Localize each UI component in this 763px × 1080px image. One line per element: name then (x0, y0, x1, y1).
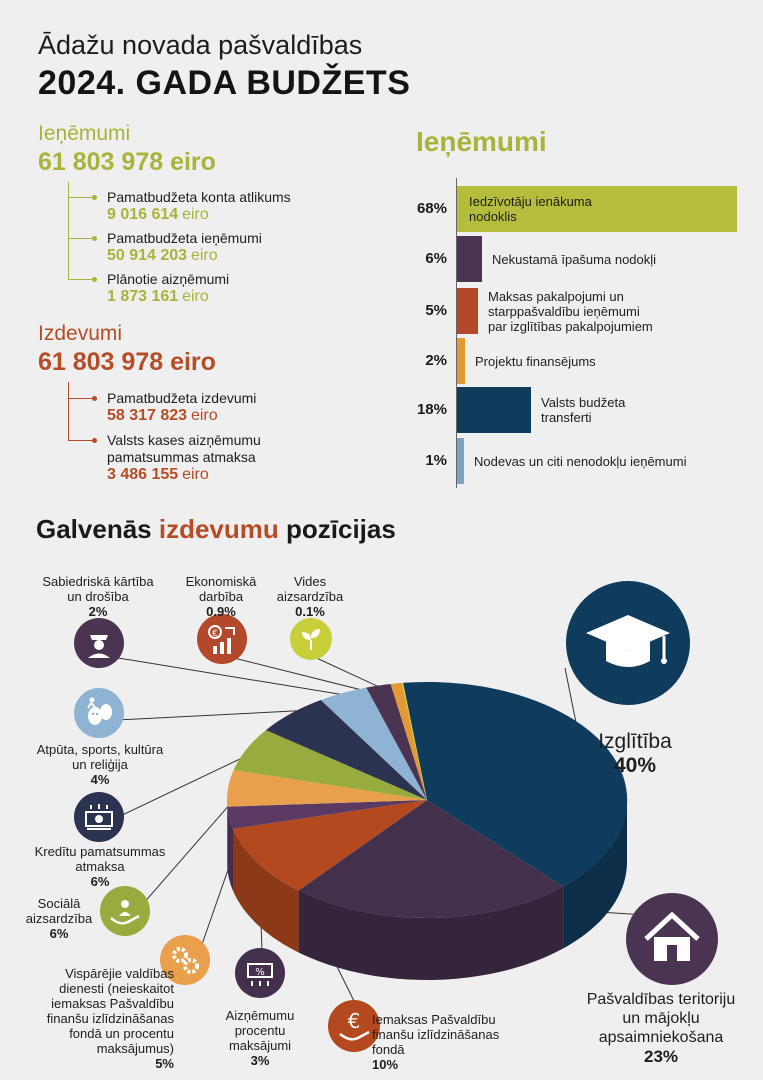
revenue-item-value: 50 914 203 (107, 247, 188, 264)
bar-category-label-line: starppašvaldību ieņēmumi (488, 303, 640, 319)
expense-item-value: 58 317 823 (107, 407, 188, 424)
pie-label-pct: 23% (643, 1047, 679, 1066)
pie-label-line: maksājumus) (96, 1041, 174, 1056)
theater-masks-icon (74, 688, 124, 738)
pie-label-line: un reliģija (72, 757, 128, 772)
svg-text:%: % (255, 967, 265, 978)
bar-category-label-line: transferti (541, 410, 592, 425)
pie-label-line: iemaksas Pašvaldību (51, 996, 174, 1011)
bar-category-label-line: Maksas pakalpojumi un (488, 288, 624, 304)
bar-value-label: 68% (416, 200, 447, 217)
pie-label-line: aizsardzība (25, 911, 93, 926)
pie-label-line: atmaksa (75, 859, 125, 874)
bar-value-label: 2% (425, 352, 447, 369)
expense-summary-total: 61 803 978 eiro (38, 348, 216, 376)
pie-label-line: Sabiedriskā kārtība (42, 574, 154, 589)
page-subtitle: Ādažu novada pašvaldības (38, 30, 363, 60)
bar-category-label-line: Nodevas un citi nenodokļu ieņēmumi (474, 453, 687, 469)
expense-item-label: Valsts kases aizņēmumu pamatsummas atmaksa (107, 432, 261, 465)
expense-item-unit: eiro (182, 466, 209, 483)
graduation-cap-icon (566, 581, 690, 705)
expense-item-label: Pamatbudžeta izdevumi (107, 390, 257, 406)
pie-label-general-services (14, 966, 174, 1071)
pie-label-line: dienesti (neieskaitot (59, 981, 174, 996)
money-icon (74, 792, 124, 842)
pie-label-line: Ekonomiskā (185, 574, 257, 589)
expense-summary-title: Izdevumi (38, 322, 123, 345)
pie-title-part: Galvenās (36, 514, 159, 544)
house-icon (626, 893, 718, 985)
pie-label-pct: 10% (372, 1057, 399, 1072)
pie-label-pct: 6% (49, 926, 69, 941)
revenue-item-value: 9 016 614 (107, 206, 179, 223)
pie-title-highlight: izdevumu (158, 514, 279, 544)
percent-ticket-icon (235, 948, 285, 998)
bar-chart-title: Ieņēmumi (416, 126, 547, 157)
pie-label-pct: 4% (90, 772, 110, 787)
pie-label-line: finanšu izlīdzināšanas (372, 1027, 500, 1042)
revenue-item-unit: eiro (190, 247, 218, 264)
pie-label-pct: 2% (88, 604, 108, 619)
revenue-item-label: Plānotie aizņēmumi (107, 271, 230, 287)
economy-chart-icon (197, 614, 247, 664)
expense-item-unit: eiro (190, 407, 218, 424)
pie-label-line: apsaimniekošana (598, 1029, 724, 1046)
pie-title-part: pozīcijas (278, 514, 396, 544)
pie-label-social (14, 896, 104, 941)
bar-value-label: 6% (425, 250, 447, 267)
plant-icon (290, 618, 332, 660)
revenue-summary-total: 61 803 978 eiro (38, 148, 216, 176)
pie-label-pct: 5% (155, 1056, 174, 1071)
pie-label-line: Kredītu pamatsummas (34, 844, 166, 859)
pie-label-line: Pašvaldības teritoriju (586, 991, 736, 1008)
bar-category-label-line: Valsts budžeta (541, 395, 626, 410)
pie-label-line: Izglītība (598, 730, 672, 753)
pie-label-education (570, 730, 700, 778)
pie-label-housing (566, 990, 756, 1067)
pie-label-line: Iemaksas Pašvaldību (372, 1012, 496, 1027)
revenue-item-unit: eiro (182, 288, 209, 305)
expense-item-value: 3 486 155 (107, 466, 179, 483)
pie-label-line: darbība (198, 589, 244, 604)
revenue-summary-title: Ieņēmumi (38, 122, 131, 145)
bar-value-label: 5% (425, 302, 447, 319)
bar-category-label-line: Nekustamā īpašuma nodokļi (492, 251, 657, 267)
pie-label-pct: 0.9% (206, 604, 236, 619)
bar-category-label-line: nodoklis (469, 209, 517, 224)
revenue-item-unit: eiro (182, 206, 209, 223)
pie-label-line: fondā un procentu (69, 1026, 174, 1041)
pie-label-line: aizsardzība (276, 589, 344, 604)
pie-label-line: fondā (372, 1042, 405, 1057)
bar-value-label: 18% (416, 401, 447, 418)
pie-label-line: Vides (293, 574, 327, 589)
page-title: 2024. GADA BUDŽETS (38, 64, 411, 102)
revenue-item-label: Pamatbudžeta ieņēmumi (107, 230, 262, 246)
pie-label-public-order (23, 574, 173, 619)
pie-label-environment (260, 574, 360, 619)
revenue-item-value: 1 873 161 (107, 288, 179, 305)
pie-label-line: un drošība (67, 589, 129, 604)
pie-label-pct: 6% (90, 874, 110, 889)
pie-label-interest (205, 1008, 315, 1068)
pie-label-loan-principal (16, 844, 184, 889)
pie-label-line: Atpūta, sports, kultūra (36, 742, 164, 757)
social-hand-icon (100, 886, 150, 936)
pie-label-line: procentu (234, 1023, 286, 1038)
pie-label-line: maksājumi (228, 1038, 292, 1053)
pie-label-line: un mājokļu (622, 1010, 700, 1027)
bar-value-label: 1% (425, 452, 447, 469)
police-icon (74, 618, 124, 668)
revenue-item-label: Pamatbudžeta konta atlikums (107, 189, 291, 205)
pie-slices (227, 682, 627, 918)
bar-category-label-line: par izglītības pakalpojumiem (488, 318, 653, 334)
pie-label-pct: 40% (613, 754, 657, 777)
pie-label-line: Aizņēmumu (225, 1008, 295, 1023)
pie-label-line: finanšu izlīdzināšanas (46, 1011, 174, 1026)
bar-category-label-line: Iedzīvotāju ienākuma (469, 194, 592, 209)
svg-text:€: € (347, 1009, 361, 1033)
pie-label-pct: 3% (250, 1053, 270, 1068)
pie-label-pct: 0.1% (295, 604, 325, 619)
pie-label-line: Vispārējie valdības (65, 966, 174, 981)
pie-label-equalization-fund (372, 1012, 542, 1072)
pie-label-line: Sociālā (37, 896, 81, 911)
pie-label-recreation (16, 742, 184, 787)
bar-category-label-line: Projektu finansējums (475, 353, 596, 369)
svg-text:€: € (212, 629, 218, 639)
